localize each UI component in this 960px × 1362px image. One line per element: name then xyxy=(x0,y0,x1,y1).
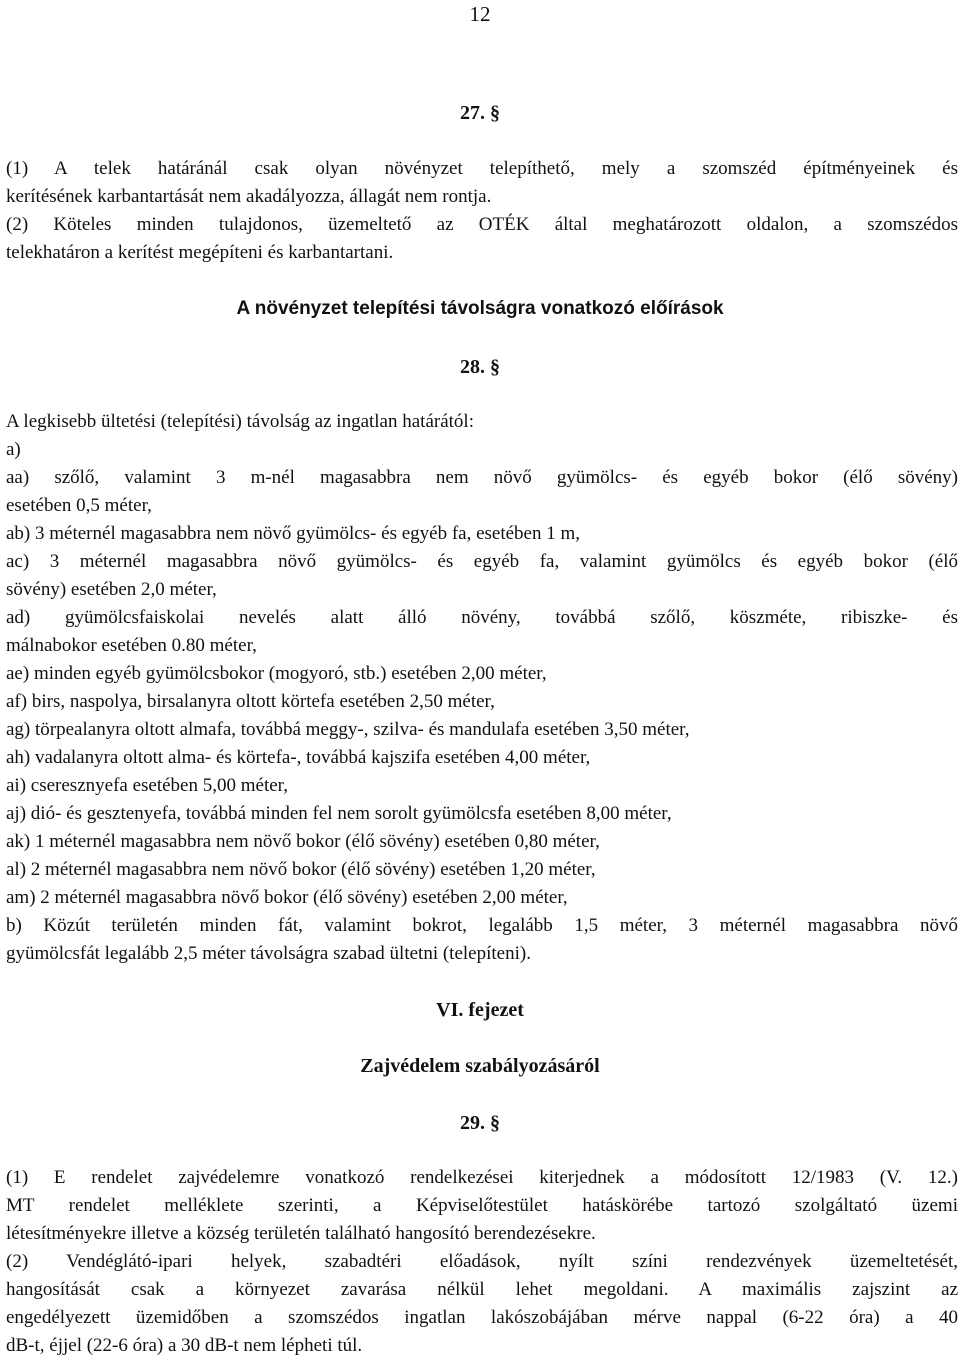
text-line: (2) Vendéglátó-ipari helyek, szabadtéri előadások, nyílt színi rendezvények üzemeltetését, xyxy=(6,1251,958,1272)
text-line: dB-t, éjjel (22-6 óra) a 30 dB-t nem lépheti túl. xyxy=(6,1335,363,1356)
section-27-paragraph-1 xyxy=(6,155,958,211)
text-line: létesítményekre illetve a község területén található hangosító berendezésekre. xyxy=(6,1223,596,1244)
list-item-aj: aj) dió- és gesztenyefa, továbbá minden fel nem sorolt gyümölcsfa esetében 8,00 méter, xyxy=(6,803,672,824)
list-item-ak: ak) 1 méternél magasabbra nem növő bokor (élő sövény) esetében 0,80 méter, xyxy=(6,831,600,852)
list-item-ag: ag) törpealanyra oltott almafa, továbbá meggy-, szilva- és mandulafa esetében 3,50 méter, xyxy=(6,719,690,740)
text-line: kerítésének karbantartását nem akadályozza, állagát nem rontja. xyxy=(6,186,492,207)
list-item-al: al) 2 méternél magasabbra nem növő bokor (élő sövény) esetében 1,20 méter, xyxy=(6,859,596,880)
list-item-ad-cont: málnabokor esetében 0.80 méter, xyxy=(6,635,257,656)
list-item-ac: ac) 3 méternél magasabbra növő gyümölcs- és egyéb fa, valamint gyümölcs és egyéb bokor (élő xyxy=(6,551,958,572)
list-item-aa-cont: esetében 0,5 méter, xyxy=(6,495,152,516)
chapter-title: Zajvédelem szabályozásáról xyxy=(360,1055,600,1077)
list-item-af: af) birs, naspolya, birsalanyra oltott körtefa esetében 2,50 méter, xyxy=(6,691,495,712)
text-line: (1) E rendelet zajvédelemre vonatkozó rendelkezései kiterjednek a módosított 12/1983 (V. 12.) xyxy=(6,1167,958,1188)
list-item-ac-cont: sövény) esetében 2,0 méter, xyxy=(6,579,217,600)
section-28-body xyxy=(6,408,958,968)
list-item-aa: aa) szőlő, valamint 3 m-nél magasabbra nem növő gyümölcs- és egyéb bokor (élő sövény) xyxy=(6,467,958,488)
text-line: hangosítását csak a környezet zavarása nélkül lehet megoldani. A maximális zajszint az xyxy=(6,1279,958,1300)
section-28-heading: 28. § xyxy=(460,356,500,378)
section-29-paragraph-2 xyxy=(6,1248,958,1360)
list-item-ae: ae) minden egyéb gyümölcsbokor (mogyoró, stb.) esetében 2,00 méter, xyxy=(6,663,547,684)
list-item-ah: ah) vadalanyra oltott alma- és körtefa-, továbbá kajszifa esetében 4,00 méter, xyxy=(6,747,591,768)
text-line: engedélyezett üzemidőben a szomszédos ingatlan lakószobájában mérve nappal (6-22 óra) a 40 xyxy=(6,1307,958,1328)
list-item-b: b) Közút területén minden fát, valamint bokrot, legalább 1,5 méter, 3 méternél magasabbra növő xyxy=(6,915,958,936)
list-item-am: am) 2 méternél magasabbra növő bokor (élő sövény) esetében 2,00 méter, xyxy=(6,887,568,908)
section-29-paragraph-1 xyxy=(6,1164,958,1248)
section-27-heading: 27. § xyxy=(460,102,500,124)
section-29-heading: 29. § xyxy=(460,1112,500,1134)
text-line: MT rendelet melléklete szerinti, a Képviselőtestület hatáskörébe tartozó szolgáltató üzemi xyxy=(6,1195,958,1216)
page-number: 12 xyxy=(469,2,491,26)
list-item-ai: ai) cseresznyefa esetében 5,00 méter, xyxy=(6,775,288,796)
list-item-ad: ad) gyümölcsfaiskolai nevelés alatt álló növény, továbbá szőlő, köszméte, ribiszke- és xyxy=(6,607,958,628)
list-item-a: a) xyxy=(6,439,21,460)
text-line: telekhatáron a kerítést megépíteni és karbantartani. xyxy=(6,242,394,263)
chapter-number: VI. fejezet xyxy=(436,999,524,1021)
text-line: (1) A telek határánál csak olyan növényzet telepíthető, mely a szomszéd építményeinek és xyxy=(6,158,958,179)
section-27-paragraph-2 xyxy=(6,211,958,267)
list-item-ab: ab) 3 méternél magasabbra nem növő gyümölcs- és egyéb fa, esetében 1 m, xyxy=(6,523,581,544)
text-line: (2) Köteles minden tulajdonos, üzemeltető az OTÉK által meghatározott oldalon, a szomszédos xyxy=(6,214,958,235)
list-item-b-cont: gyümölcsfát legalább 2,5 méter távolságra szabad ültetni (telepíteni). xyxy=(6,943,531,964)
subheading: A növényzet telepítési távolságra vonatkozó előírások xyxy=(236,298,724,319)
intro-line: A legkisebb ültetési (telepítési) távolság az ingatlan határától: xyxy=(6,411,474,432)
